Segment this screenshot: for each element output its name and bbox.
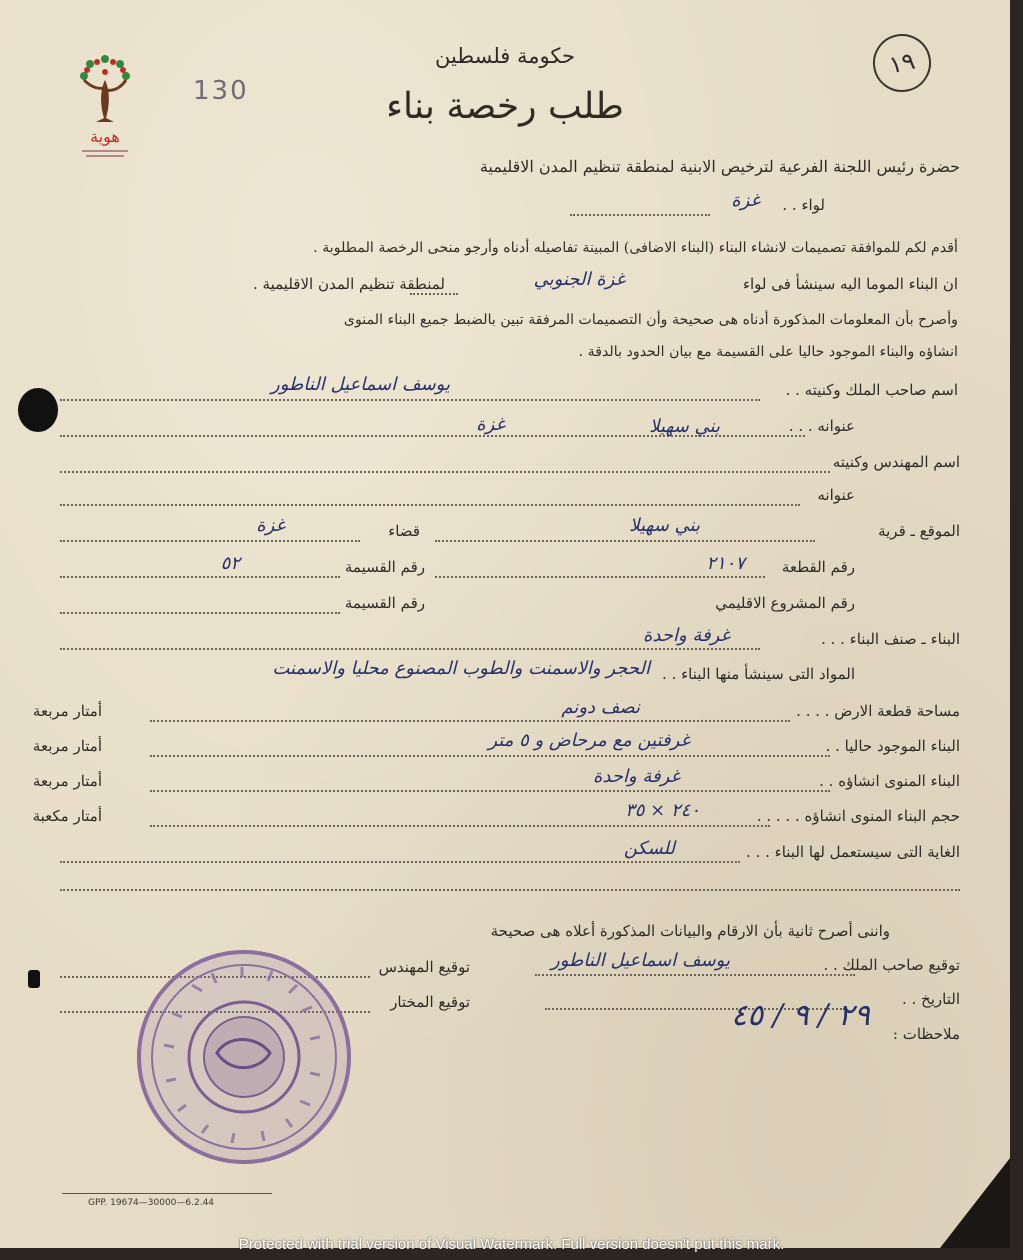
- footer-rule: [62, 1193, 272, 1194]
- land-area-unit: أمتار مربعة: [32, 702, 102, 720]
- engineer-signature-label: توقيع المهندس: [378, 958, 470, 976]
- volume-value: ٢٤٠ × ٣٥: [625, 800, 700, 821]
- project-number-label: رقم المشروع الاقليمي: [715, 594, 855, 612]
- intro-line-3: وأصرح بأن المعلومات المذكورة أدناه هى صحيحة وأن التصميمات المرفقة تبين بالضبط جميع البناء المنوى: [343, 312, 958, 328]
- owner-address-label: عنوانه . . .: [788, 417, 855, 435]
- land-area-value: نصف دونم: [561, 697, 640, 718]
- intro-line-2-suffix: لمنطقة تنظيم المدن الاقليمية .: [253, 275, 445, 293]
- project-plot-label: رقم القسيمة: [344, 594, 425, 612]
- location-district-dots: [60, 540, 360, 542]
- purpose-dots: [60, 861, 740, 863]
- location-village-value: بني سهيلا: [629, 515, 700, 536]
- owner-address-value: بني سهيلا: [649, 416, 720, 437]
- district-value: غزة: [731, 190, 760, 211]
- proposed-building-value: غرفة واحدة: [592, 766, 680, 787]
- owner-signature-dots: [535, 974, 855, 976]
- mukhtar-signature-label: توقيع المختار: [390, 993, 470, 1011]
- owner-name-label: اسم صاحب الملك وكنيته . .: [785, 381, 958, 399]
- volume-label: حجم البناء المنوى انشاؤه . . . . .: [756, 807, 960, 825]
- government-title: حكومة فلسطين: [435, 44, 575, 68]
- parcel-label: رقم القطعة: [781, 558, 855, 576]
- engineer-name-label: اسم المهندس وكنيته: [832, 453, 960, 471]
- district-label: لواء . .: [782, 196, 825, 214]
- plot-value: ٥٢: [220, 553, 240, 574]
- building-type-dots: [60, 648, 760, 650]
- land-area-dots: [150, 720, 790, 722]
- engineer-name-dots: [60, 471, 830, 473]
- extra-line-dots: [60, 889, 960, 891]
- proposed-building-unit: أمتار مربعة: [32, 772, 102, 790]
- punch-mark: [28, 970, 40, 988]
- project-plot-dots: [60, 612, 340, 614]
- page-mark: ١٩: [868, 29, 937, 98]
- punch-hole: [18, 388, 58, 432]
- serial-number: 130: [193, 76, 249, 106]
- parcel-dots: [435, 576, 765, 578]
- village-dots: [435, 540, 815, 542]
- volume-unit: أمتار مكعبة: [32, 807, 102, 825]
- owner-signature-value: يوسف اسماعيل الناطور: [551, 950, 730, 971]
- intro-line-4: انشاؤه والبناء الموجود حاليا على القسيمة مع بيان الحدود بالدقة .: [578, 344, 958, 360]
- parcel-value: ٢١٠٧: [706, 553, 745, 574]
- location-district-label: قضاء: [388, 522, 420, 540]
- land-area-label: مساحة قطعة الارض . . . .: [796, 702, 960, 720]
- volume-dots: [150, 825, 770, 827]
- plot-label: رقم القسيمة: [344, 558, 425, 576]
- intro-line-2-prefix: ان البناء الموما اليه سينشأ فى لواء: [742, 275, 958, 293]
- district-dots: [570, 214, 710, 216]
- existing-building-dots: [150, 755, 830, 757]
- notes-label: ملاحظات :: [892, 1025, 960, 1043]
- location-village-label: الموقع ـ قرية: [878, 522, 960, 540]
- watermark-text: Protected with trial version of Visual Watermark. Full version doesn't put this mark.: [238, 1236, 785, 1253]
- plot-dots: [60, 576, 340, 578]
- building-type-value: غرفة واحدة: [642, 625, 730, 646]
- form-title: طلب رخصة بناء: [386, 86, 624, 127]
- print-code: GPP. 19674—30000—6.2.44: [88, 1198, 215, 1208]
- existing-building-label: البناء الموجود حاليا . .: [825, 737, 960, 755]
- date-label: التاريخ . .: [901, 990, 960, 1008]
- intro-dots: [410, 293, 458, 295]
- building-type-label: البناء ـ صنف البناء . . .: [821, 630, 960, 648]
- owner-name-dots: [60, 399, 760, 401]
- torn-corner: [940, 1158, 1010, 1248]
- logo-text: هوية: [90, 127, 120, 146]
- date-value: ٢٩ / ٩ / ٤٥: [731, 998, 870, 1033]
- engineer-address-dots: [60, 504, 800, 506]
- existing-building-unit: أمتار مربعة: [32, 737, 102, 755]
- recipient-line: حضرة رئيس اللجنة الفرعية لترخيص الابنية لمنطقة تنظيم المدن الاقليمية: [479, 157, 960, 176]
- engineer-address-label: عنوانه: [817, 486, 855, 504]
- proposed-building-label: البناء المنوى انشاؤه . .: [819, 772, 960, 790]
- existing-building-value: غرفتين مع مرحاض و ٥ متر: [488, 730, 690, 751]
- seal-stamp-icon: [132, 945, 357, 1170]
- intro-district-value: غزة الجنوبي: [533, 269, 625, 290]
- location-district-value: غزة: [256, 515, 285, 536]
- purpose-value: للسكن: [623, 838, 675, 859]
- intro-line-1: أقدم لكم للموافقة تصميمات لانشاء البناء (البناء الاضافى) المبينة تفاصيله أدناه وأرجو منحى الرخصة المطلوبة .: [313, 240, 958, 256]
- owner-address-value-2: غزة: [476, 414, 505, 435]
- proposed-building-dots: [150, 790, 830, 792]
- materials-value: الحجر والاسمنت والطوب المصنوع محليا والاسمنت: [272, 658, 650, 679]
- owner-signature-label: توقيع صاحب الملك . .: [823, 956, 960, 974]
- owner-name-value: يوسف اسماعيل الناطور: [271, 374, 450, 395]
- declaration-text: واننى أصرح ثانية بأن الارقام والبيانات المذكورة أعلاه هى صحيحة: [490, 922, 890, 940]
- purpose-label: الغاية التى سيستعمل لها البناء . . .: [746, 843, 960, 861]
- materials-label: المواد التى سينشأ منها البناء . .: [662, 665, 855, 683]
